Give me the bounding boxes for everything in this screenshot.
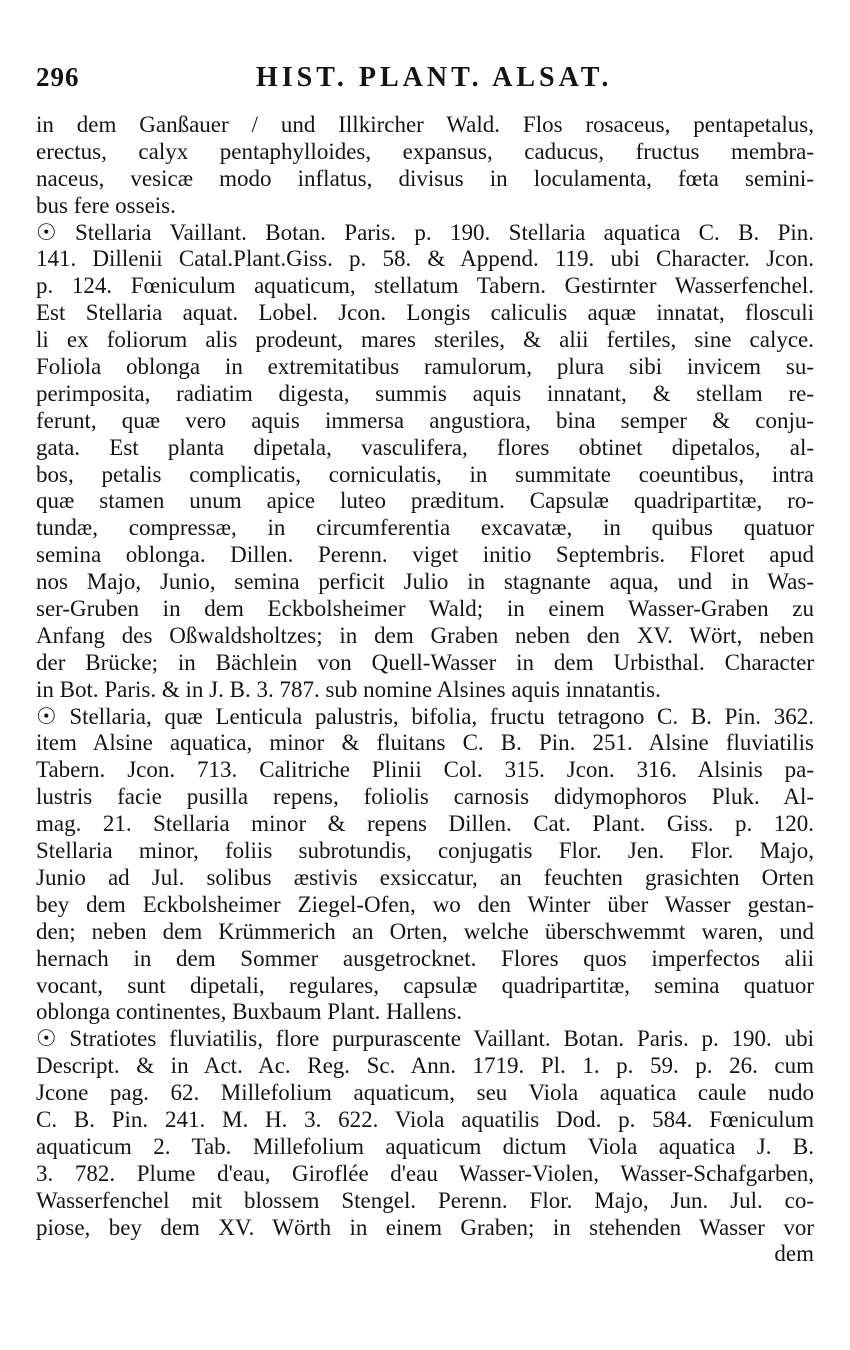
text-line: ☉ Stellaria, quæ Lenticula palustris, bifolia, fructu tetragono C. B. Pin. 362. (36, 703, 814, 729)
text-line: bos, petalis complicatis, corniculatis, in summitate coeuntibus, intra (36, 461, 814, 487)
text-line: dem (774, 1241, 814, 1267)
text-line: perimposita, radiatim digesta, summis aquis innatant, & stellam re- (36, 380, 814, 406)
text-line: Stellaria minor, foliis subrotundis, conjugatis Flor. Jen. Flor. Majo, (36, 838, 814, 864)
page-number: 296 (36, 62, 80, 92)
text-line: li ex foliorum alis prodeunt, mares steriles, & alii fertiles, sine calyce. (36, 327, 814, 353)
text-line: Est Stellaria aquat. Lobel. Jcon. Longis caliculis aquæ innatat, flosculi (36, 300, 814, 326)
text-line: Tabern. Jcon. 713. Calitriche Plinii Col. 315. Jcon. 316. Alsinis pa- (36, 757, 814, 783)
text-line: item Alsine aquatica, minor & fluitans C. B. Pin. 251. Alsine fluviatilis (36, 730, 814, 756)
text-line: ☉ Stellaria Vaillant. Botan. Paris. p. 190. Stellaria aquatica C. B. Pin. (36, 219, 814, 245)
text-line: semina oblonga. Dillen. Perenn. viget initio Septembris. Floret apud (36, 542, 814, 568)
text-line: ser-Gruben in dem Eckbolsheimer Wald; in einem Wasser-Graben zu (36, 596, 814, 622)
text-line: Jcone pag. 62. Millefolium aquaticum, seu Viola aquatica caule nudo (36, 1080, 814, 1106)
text-line: Anfang des Oßwaldsholtzes; in dem Graben neben den XV. Wört, neben (36, 622, 814, 648)
text-line: Junio ad Jul. solibus æstivis exsiccatur, an feuchten grasichten Orten (36, 864, 814, 890)
text-line: tundæ, compressæ, in circumferentia excavatæ, in quibus quatuor (36, 515, 814, 541)
text-line: bus fere osseis. (36, 192, 176, 218)
text-line: gata. Est planta dipetala, vasculifera, flores obtinet dipetalos, al- (36, 434, 814, 460)
text-line: ferunt, quæ vero aquis immersa angustiora, bina semper & conju- (36, 407, 814, 433)
text-line: lustris facie pusilla repens, foliolis carnosis didymophoros Pluk. Al- (36, 784, 814, 810)
text-line: erectus, calyx pentaphylloides, expansus, caducus, fructus membra- (36, 138, 814, 164)
text-line: den; neben dem Krümmerich an Orten, welche überschwemmt waren, und (36, 918, 814, 944)
text-line: in Bot. Paris. & in J. B. 3. 787. sub nomine Alsines aquis innatantis. (36, 676, 661, 702)
text-line: bey dem Eckbolsheimer Ziegel-Ofen, wo den Winter über Wasser gestan- (36, 891, 814, 917)
text-line: piose, bey dem XV. Wörth in einem Graben; in stehenden Wasser vor (36, 1214, 814, 1240)
text-line: hernach in dem Sommer ausgetrocknet. Flores quos imperfectos alii (36, 945, 814, 971)
text-line: in dem Ganßauer / und Illkircher Wald. Flos rosaceus, pentapetalus, (36, 112, 814, 137)
text-line: C. B. Pin. 241. M. H. 3. 622. Viola aquatilis Dod. p. 584. Fœniculum (36, 1106, 814, 1132)
running-head: HIST. PLANT. ALSAT. (256, 62, 613, 93)
text-line: oblonga continentes, Buxbaum Plant. Hallens. (36, 999, 463, 1025)
page-header (36, 58, 814, 102)
body-text (36, 112, 814, 1268)
text-line: Descript. & in Act. Ac. Reg. Sc. Ann. 1719. Pl. 1. p. 59. p. 26. cum (36, 1053, 814, 1079)
text-line: nos Majo, Junio, semina perficit Julio in stagnante aqua, und in Was- (36, 569, 814, 595)
text-line: Foliola oblonga in extremitatibus ramulorum, plura sibi invicem su- (36, 354, 814, 380)
text-line: der Brücke; in Bächlein von Quell-Wasser in dem Urbisthal. Character (36, 649, 814, 675)
text-line: Wasserfenchel mit blossem Stengel. Perenn. Flor. Majo, Jun. Jul. co- (36, 1187, 814, 1213)
text-line: vocant, sunt dipetali, regulares, capsulæ quadripartitæ, semina quatuor (36, 972, 814, 998)
text-line: ☉ Stratiotes fluviatilis, flore purpurascente Vaillant. Botan. Paris. p. 190. ubi (36, 1026, 814, 1052)
text-line: quæ stamen unum apice luteo præditum. Capsulæ quadripartitæ, ro- (36, 488, 814, 514)
text-line: naceus, vesicæ modo inflatus, divisus in loculamenta, fœta semini- (36, 165, 814, 191)
text-line: aquaticum 2. Tab. Millefolium aquaticum dictum Viola aquatica J. B. (36, 1133, 814, 1159)
text-line: 3. 782. Plume d'eau, Giroflée d'eau Wasser-Violen, Wasser-Schafgarben, (36, 1160, 814, 1186)
text-line: 141. Dillenii Catal.Plant.Giss. p. 58. & Append. 119. ubi Character. Jcon. (36, 246, 814, 272)
text-line: p. 124. Fœniculum aquaticum, stellatum Tabern. Gestirnter Wasserfenchel. (36, 273, 814, 299)
text-line: mag. 21. Stellaria minor & repens Dillen. Cat. Plant. Giss. p. 120. (36, 811, 814, 837)
